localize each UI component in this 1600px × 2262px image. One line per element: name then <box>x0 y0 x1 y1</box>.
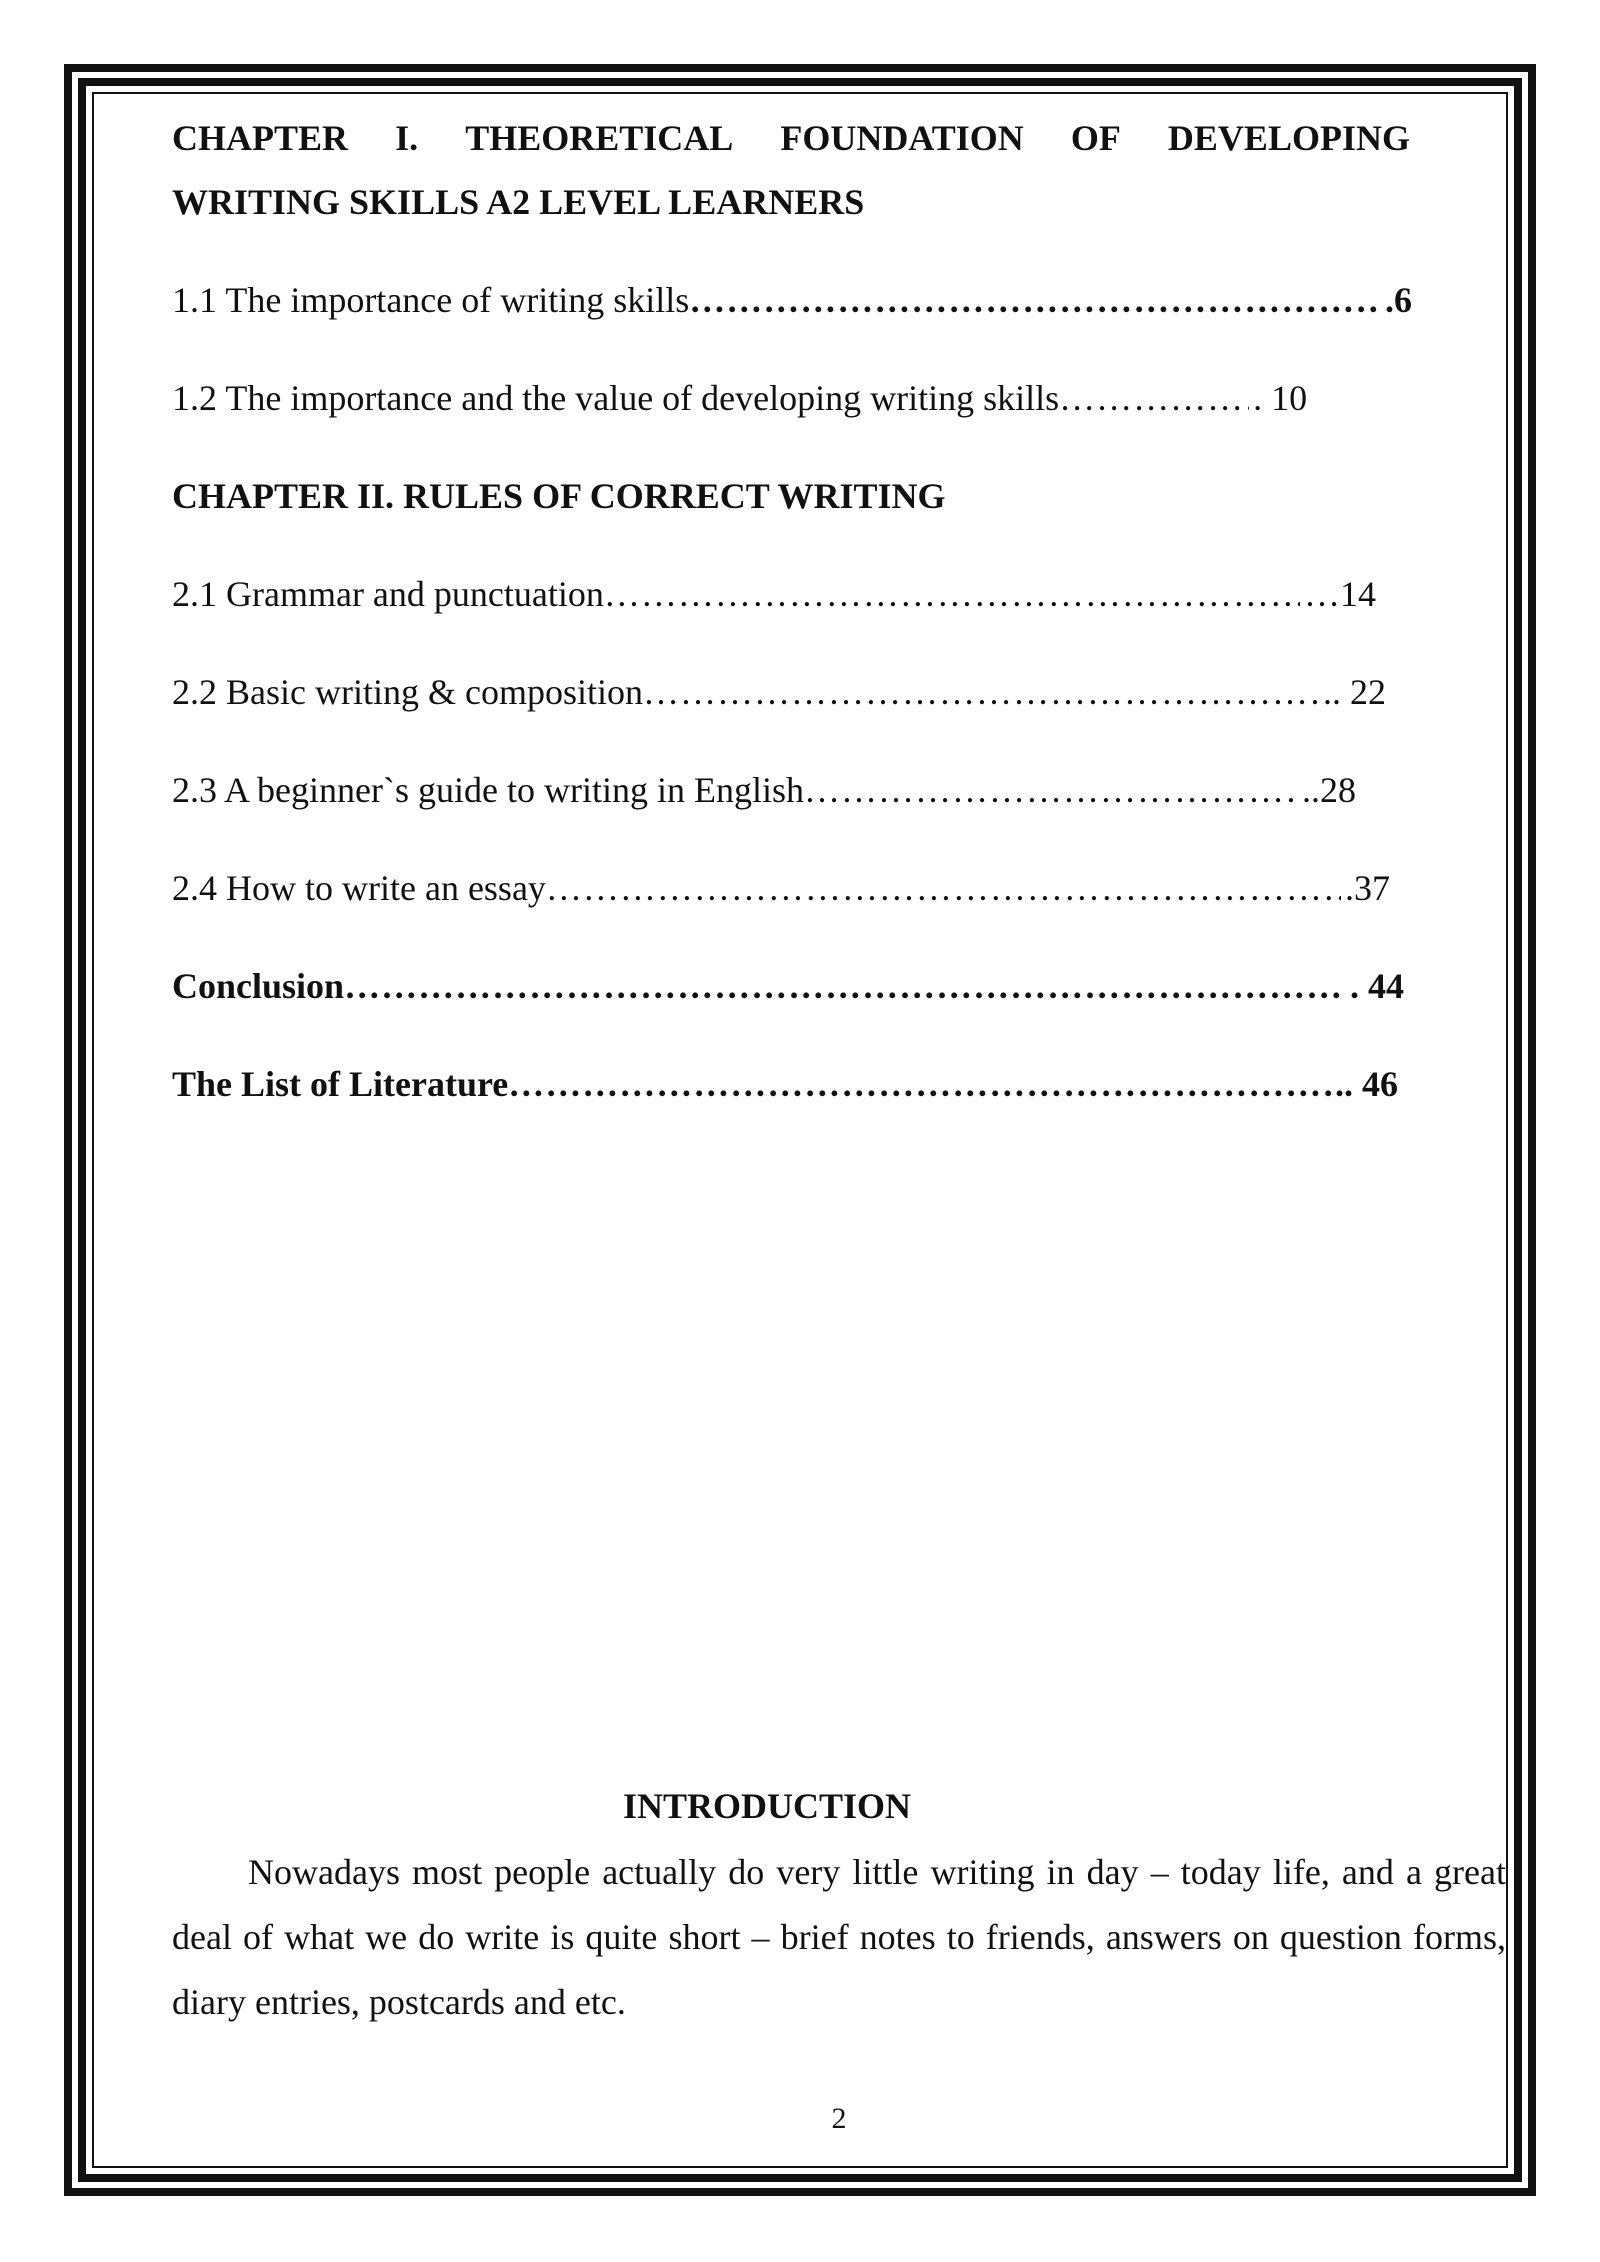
introduction-heading: INTRODUCTION <box>622 1786 912 1826</box>
toc-page-number: .6 <box>1385 280 1412 320</box>
toc-page-number: .. 22 <box>1323 672 1386 712</box>
toc-page-number: .. 46 <box>1335 1064 1398 1104</box>
chapter-1-word: DEVELOPING <box>1167 118 1410 158</box>
toc-leader-dots <box>508 1066 1331 1102</box>
chapter-1-word: CHAPTER <box>172 118 349 158</box>
page-number: 2 <box>831 2102 847 2135</box>
chapter-2-heading: CHAPTER II. RULES OF CORRECT WRITING <box>172 476 946 516</box>
toc-page-number: . 44 <box>1350 966 1404 1006</box>
toc-entry-1-1[interactable] <box>172 282 1412 318</box>
toc-entry-literature[interactable] <box>172 1066 1398 1102</box>
chapter-1-word: I. <box>395 118 419 158</box>
toc-leader-dots <box>546 870 1341 906</box>
toc-entry-2-4[interactable] <box>172 870 1390 906</box>
toc-leader-dots <box>643 674 1319 710</box>
toc-entry-conclusion[interactable] <box>172 968 1404 1004</box>
toc-entry-label: 2.3 A beginner`s guide to writing in English <box>172 770 804 810</box>
toc-entry-label: 2.2 Basic writing & composition <box>172 672 643 712</box>
toc-page-number: …14 <box>1304 574 1376 614</box>
chapter-1-heading-line-2: WRITING SKILLS A2 LEVEL LEARNERS <box>172 182 865 222</box>
toc-entry-1-2[interactable] <box>172 380 1412 416</box>
toc-entry-label: 2.4 How to write an essay <box>172 868 546 908</box>
toc-entry-2-3[interactable] <box>172 772 1356 808</box>
toc-page-number: .37 <box>1345 868 1390 908</box>
chapter-1-word: FOUNDATION <box>780 118 1024 158</box>
introduction-paragraph: Nowadays most people actually do very little writing in day – today life, and a great deal of what we do write is quite short – brief notes to friends, answers on question forms, diary entries, postcards and etc. <box>172 1852 1506 2022</box>
toc-entry-2-2[interactable] <box>172 674 1386 710</box>
toc-entry-label: 1.2 The importance and the value of developing writing skills <box>172 378 1060 418</box>
toc-entry-2-1[interactable] <box>172 576 1376 612</box>
toc-leader-dots <box>344 968 1346 1004</box>
chapter-1-word: THEORETICAL <box>465 118 734 158</box>
toc-entry-label: 2.1 Grammar and punctuation <box>172 574 604 614</box>
toc-leader-dots <box>804 772 1298 808</box>
toc-page-number: ..28 <box>1302 770 1356 810</box>
toc-entry-label: Conclusion <box>172 966 345 1006</box>
toc-page-number: . 10 <box>1253 378 1308 418</box>
chapter-1-heading <box>172 120 1410 156</box>
toc-entry-label: 1.1 The importance of writing skills <box>172 280 690 320</box>
toc-leader-dots <box>604 576 1300 612</box>
toc-leader-dots <box>689 282 1381 318</box>
toc-leader-dots <box>1059 380 1249 416</box>
chapter-1-word: OF <box>1070 118 1121 158</box>
toc-entry-label: The List of Literature <box>172 1064 509 1104</box>
